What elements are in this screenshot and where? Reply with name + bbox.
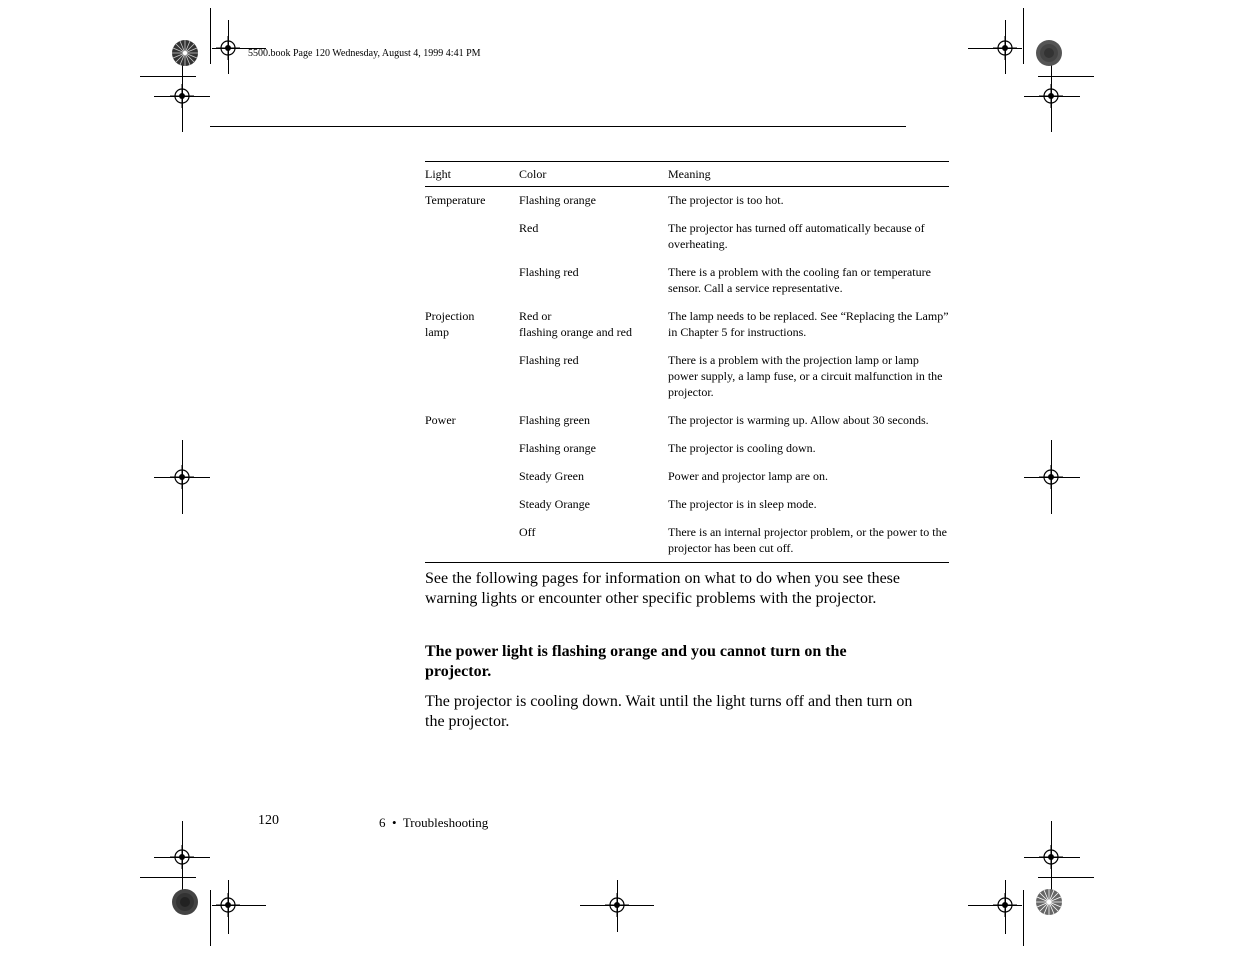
problem-heading: The power light is flashing orange and you cannot turn on the projector. bbox=[425, 643, 847, 680]
book-info-header: 5500.book Page 120 Wednesday, August 4, 1999 4:41 PM bbox=[248, 48, 481, 59]
intro-paragraph: See the following pages for information on what to do when you see these warning lights or encounter other specific problems with the projector. bbox=[425, 570, 900, 607]
color-cell: Red or flashing orange and red bbox=[519, 309, 632, 339]
section-footer: 6 • Troubleshooting bbox=[379, 815, 489, 830]
table-row bbox=[425, 440, 949, 456]
table-row bbox=[425, 308, 949, 340]
color-cell: Off bbox=[519, 525, 536, 539]
registration-mark-icon bbox=[170, 465, 194, 489]
column-header-light: Light bbox=[425, 167, 451, 181]
starburst-target-icon bbox=[171, 39, 199, 67]
crop-mark bbox=[1023, 8, 1024, 64]
meaning-cell: There is an internal projector problem, or the power to the projector has been cut off. bbox=[668, 525, 947, 555]
table-row bbox=[425, 220, 949, 252]
registration-mark-icon bbox=[1039, 84, 1063, 108]
registration-mark-icon bbox=[216, 893, 240, 917]
registration-mark-icon bbox=[1039, 845, 1063, 869]
column-header-color: Color bbox=[519, 167, 547, 181]
warning-lights-table bbox=[425, 161, 949, 563]
crop-mark bbox=[1038, 877, 1094, 878]
color-cell: Flashing orange bbox=[519, 193, 596, 207]
table-row bbox=[425, 496, 949, 512]
crop-mark bbox=[210, 890, 211, 946]
table-row bbox=[425, 468, 949, 484]
table-header-row bbox=[425, 162, 949, 187]
light-cell: Projection lamp bbox=[425, 309, 475, 339]
meaning-cell: The projector is warming up. Allow about 30 seconds. bbox=[668, 413, 929, 427]
table-row bbox=[425, 192, 949, 208]
header-rule bbox=[210, 126, 906, 127]
meaning-cell: The lamp needs to be replaced. See “Replacing the Lamp” in Chapter 5 for instructions. bbox=[668, 309, 949, 339]
table-row bbox=[425, 264, 949, 296]
table-row bbox=[425, 352, 949, 400]
color-cell: Flashing green bbox=[519, 413, 590, 427]
crop-mark bbox=[1038, 76, 1094, 77]
column-header-meaning: Meaning bbox=[668, 167, 711, 181]
meaning-cell: The projector is in sleep mode. bbox=[668, 497, 817, 511]
table-row bbox=[425, 524, 949, 556]
table-body bbox=[425, 187, 949, 562]
starburst-target-icon bbox=[1035, 39, 1063, 67]
registration-mark-icon bbox=[993, 36, 1017, 60]
registration-mark-icon bbox=[605, 893, 629, 917]
table-row bbox=[425, 412, 949, 428]
crop-mark bbox=[140, 877, 196, 878]
color-cell: Steady Orange bbox=[519, 497, 590, 511]
registration-mark-icon bbox=[1039, 465, 1063, 489]
color-cell: Flashing red bbox=[519, 353, 579, 367]
meaning-cell: The projector is cooling down. bbox=[668, 441, 816, 455]
starburst-target-icon bbox=[1035, 888, 1063, 916]
meaning-cell: There is a problem with the projection lamp or lamp power supply, a lamp fuse, or a circuit malfunction in the projector. bbox=[668, 353, 943, 399]
meaning-cell: The projector is too hot. bbox=[668, 193, 784, 207]
registration-mark-icon bbox=[170, 84, 194, 108]
light-cell: Power bbox=[425, 413, 456, 427]
registration-mark-icon bbox=[170, 845, 194, 869]
crop-mark bbox=[210, 8, 211, 64]
meaning-cell: There is a problem with the cooling fan or temperature sensor. Call a service representative. bbox=[668, 265, 931, 295]
meaning-cell: The projector has turned off automatically because of overheating. bbox=[668, 221, 925, 251]
starburst-target-icon bbox=[171, 888, 199, 916]
crop-mark bbox=[140, 76, 196, 77]
page-number: 120 bbox=[258, 813, 279, 828]
solution-paragraph: The projector is cooling down. Wait until the light turns off and then turn on the projector. bbox=[425, 693, 913, 730]
color-cell: Flashing red bbox=[519, 265, 579, 279]
color-cell: Red bbox=[519, 221, 539, 235]
crop-mark bbox=[1023, 890, 1024, 946]
registration-mark-icon bbox=[216, 36, 240, 60]
registration-mark-icon bbox=[993, 893, 1017, 917]
meaning-cell: Power and projector lamp are on. bbox=[668, 469, 828, 483]
light-cell: Temperature bbox=[425, 193, 486, 207]
color-cell: Steady Green bbox=[519, 469, 584, 483]
color-cell: Flashing orange bbox=[519, 441, 596, 455]
